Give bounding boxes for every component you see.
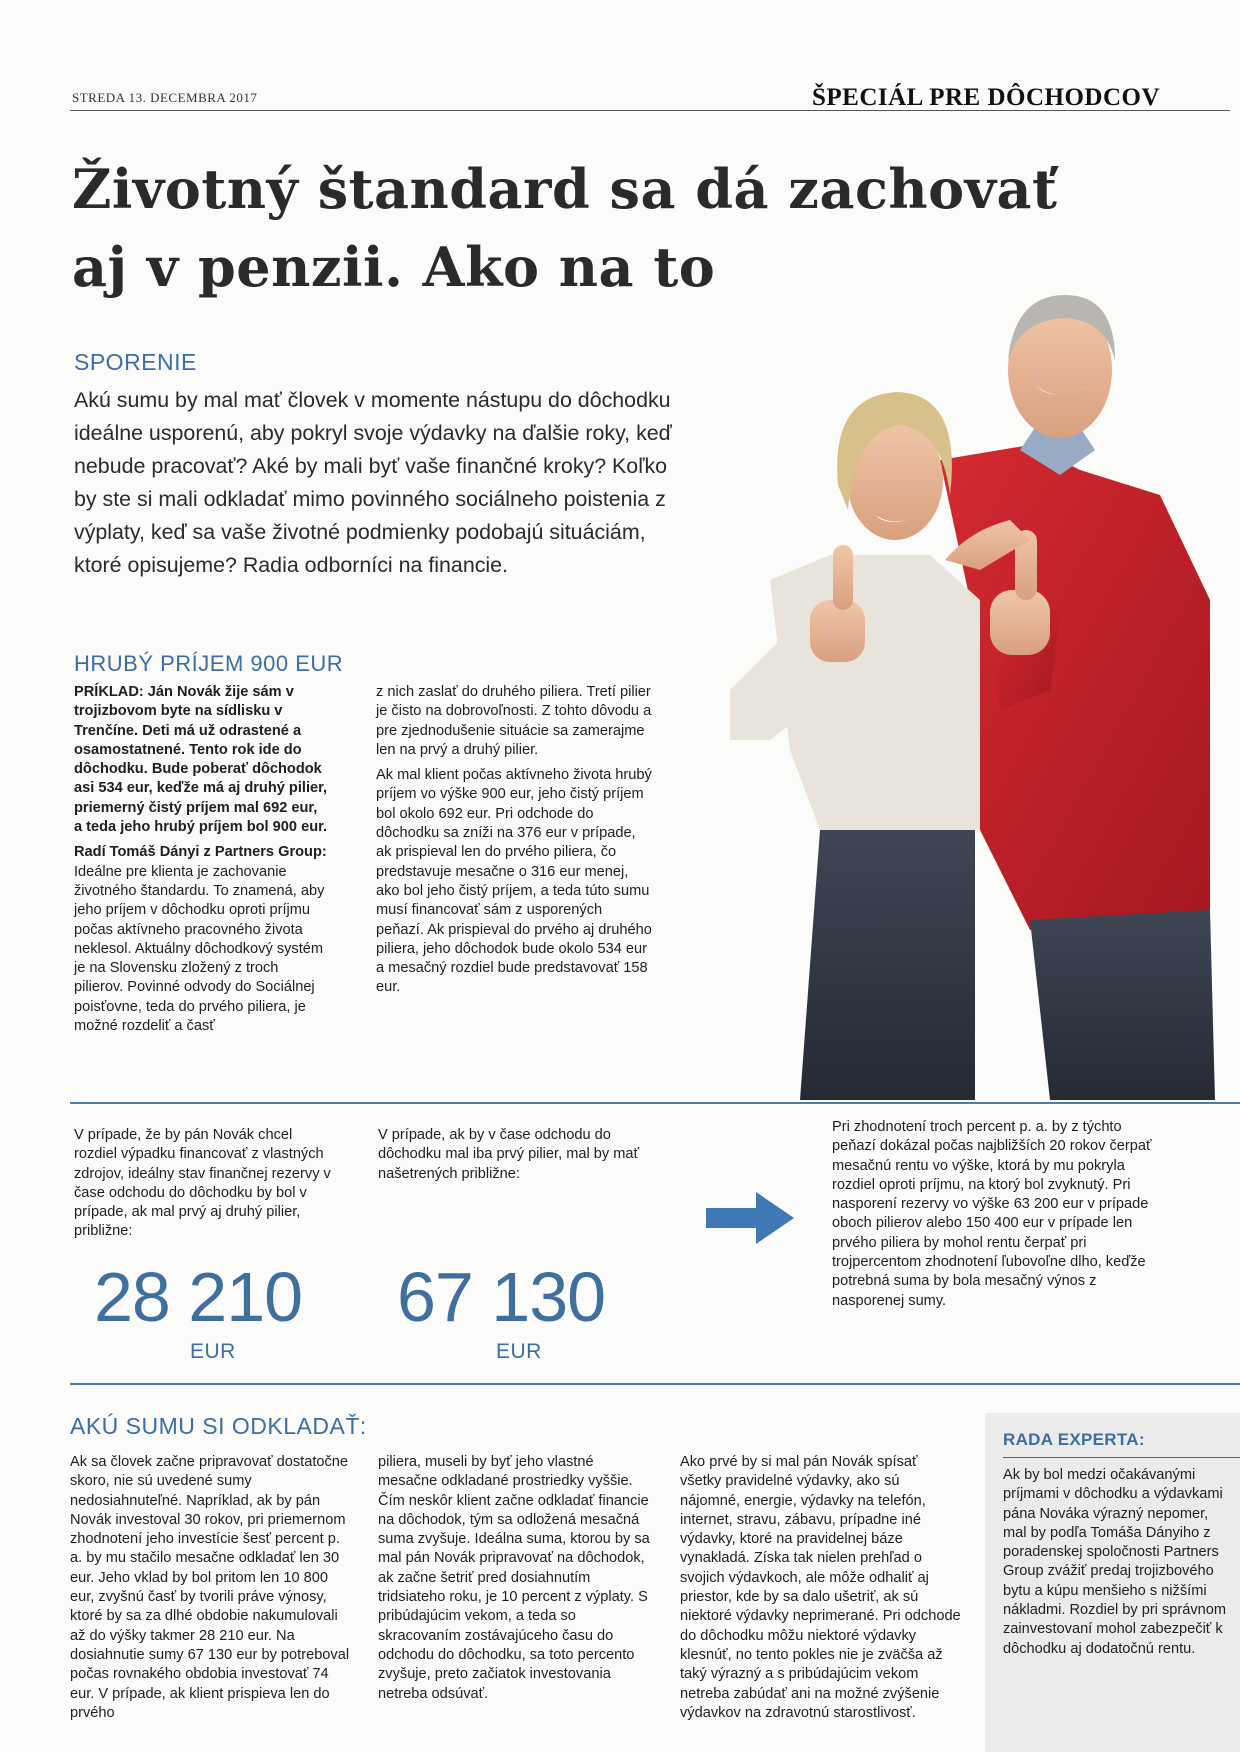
example-label: PRÍKLAD: bbox=[74, 684, 144, 700]
example-text: Ján Novák žije sám v trojizbovom byte na sídlisku v Trenčíne. Deti má už odrastené a osamostatnené. Tento rok ide do dôchodku. Bude poberať dôchodok asi 534 eur, keďže má aj druhý pilier, priemerný čistý príjem mal 692 eur, a teda jeho hrubý príjem bol 900 eur. bbox=[74, 684, 328, 836]
arrow-right-icon bbox=[706, 1188, 796, 1248]
stat1-value: 28 210 bbox=[94, 1258, 303, 1336]
advisor-label: Radí Tomáš Dányi z Partners Group: bbox=[74, 844, 327, 861]
stat1-unit: EUR bbox=[190, 1340, 236, 1363]
stats-top-rule bbox=[70, 1102, 1240, 1104]
article-kicker: SPORENIE bbox=[74, 349, 197, 375]
expert-box-title: RADA EXPERTA: bbox=[1003, 1430, 1145, 1449]
savings-column-1: Ak sa človek začne pripravovať dostatočne skoro, nie sú uvedené sumy nedosiahnuteľné. Napríklad, ak by pán Novák investoval 30 rokov, pri priemernom zhodnotení jeho investície šesť percent p. a. by mu stačilo mesačne odkladať len 30 eur. Jeho vklad by bol pritom len 10 800 eur, zvyšnú časť by tvorili práve výnosy, ktoré by sa za dlhé obdobie nakumulovali až do výšky takmer 28 210 eur. Na dosiahnutie sumy 67 130 eur by potreboval počas rovnakého obdobia investovať 74 eur. V prípade, ak klient prispieva len do prvého bbox=[70, 1454, 350, 1721]
advisor-text: Ideálne pre klienta je zachovanie životného štandardu. To znamená, aby jeho príjem v dôchodku oproti príjmu počas aktívneho pracovného života neklesol. Aktuálny dôchodkový systém je na Slovensku zložený z troch pilierov. Povinné odvody do Sociálnej poisťovne, teda do prvého piliera, je možné rozdeliť a časť bbox=[74, 863, 325, 1035]
headline-line-1: Životný štandard sa dá zachovať bbox=[72, 157, 1058, 221]
body-column-1 bbox=[74, 683, 329, 1042]
stat2-unit: EUR bbox=[496, 1340, 542, 1363]
income-paragraph: Ak mal klient počas aktívneho života hrubý príjem vo výške 900 eur, jeho čistý príjem bol okolo 692 eur. Pri odchode do dôchodku sa zníži na 376 eur v prípade, ak prispieval len do prvého piliera, čo predstavuje mesačne o 316 eur menej, ako bol jeho čistý príjem, a teda túto sumu musí financovať sám z usporených peňazí. Ak prispieval do prvého aj druhého piliera, jeho dôchodok bude okolo 534 eur a mesačný rozdiel bude predstavovať 158 eur. bbox=[376, 767, 652, 996]
couple-illustration bbox=[730, 270, 1240, 1100]
article-lead: Akú sumu by mal mať človek v momente nástupu do dôchodku ideálne usporenú, aby pokryl svoje výdavky na ďalšie roky, keď nebude pracovať? Aké by mali byť vaše finančné kroky? Koľko by ste si mali odkladať mimo povinného sociálneho poistenia z výplaty, keď sa vaše životné podmienky podobajú situáciám, ktoré opisujeme? Radia odborníci na financie. bbox=[74, 388, 672, 577]
savings-column-2: piliera, museli by byť jeho vlastné mesačne odkladané prostriedky vyššie. Čím neskôr klient začne odkladať financie na dôchodok, tým sa odložená mesačná suma zvyšuje. Ideálna suma, ktorou by sa mal pán Novák pripravovať na dôchodok, ak začne šetriť pred dosiahnutím tridsiateho roku, je 10 percent z výplaty. S pribúdajúcim vekom, a teda so skracovaním zostávajúceho času do odchodu do dôchodku, sa toto percento zvyšuje, preto začiatok investovania netreba odsúvať. bbox=[378, 1454, 650, 1702]
headline-line-2: aj v penzii. Ako na to bbox=[72, 235, 716, 299]
stat3-description: Pri zhodnotení troch percent p. a. by z týchto peňazí dokázal počas najbližších 20 rokov čerpať mesačnú rentu vo výške, ktorá by mu pokryla rozdiel oproti príjmu, na ktorý bol zvyknutý. Pri nasporení rezervy vo výške 63 200 eur v prípade oboch pilierov alebo 150 400 eur v prípade len prvého piliera by mohol rentu čerpať pri trojpercentom zhodnotení ľubovoľne dlho, keďže potrebná suma by bola mesačný výnos z nasporenej sumy. bbox=[832, 1119, 1152, 1309]
header-divider bbox=[70, 110, 1230, 111]
couple-photo bbox=[730, 270, 1240, 1100]
stat2-value: 67 130 bbox=[397, 1258, 606, 1336]
stat2-description: V prípade, ak by v čase odchodu do dôchodku mal iba prvý pilier, mal by mať našetrených približne: bbox=[378, 1127, 639, 1182]
example-subhead: HRUBÝ PRÍJEM 900 EUR bbox=[74, 651, 344, 676]
body-column-2 bbox=[376, 683, 654, 1004]
pillar-paragraph: z nich zaslať do druhého piliera. Tretí pilier je čisto na dobrovoľnosti. Z tohto dôvodu a pre zjednodušenie situácie sa zamerajme len na prvý a druhý pilier. bbox=[376, 684, 652, 758]
expert-box-rule bbox=[1003, 1457, 1240, 1458]
expert-box-text: Ak by bol medzi očakávanými príjmami v dôchodku a výdavkami pána Nováka výrazný nepomer, mal by podľa Tomáša Dányiho z poradenskej spoločnosti Partners Group zvážiť predaj trojizbového bytu a kúpu menšieho s nižšími nákladmi. Rozdiel by pri správnom zainvestovaní mohol zabezpečiť k dôchodku aj dodatočnú rentu. bbox=[1003, 1467, 1227, 1657]
advisor-paragraph bbox=[74, 843, 329, 1036]
section-title: ŠPECIÁL PRE DÔCHODCOV bbox=[812, 84, 1161, 111]
savings-column-3: Ako prvé by si mal pán Novák spísať všetky pravidelné výdavky, ako sú nájomné, energie, výdavky na telefón, internet, stravu, zábavu, prípadne iné výdavky, ktoré na pravidelnej báze vynakladá. Získa tak nielen prehľad o svojich výdavkoch, ale môže odhaliť aj priestor, kde by sa dalo ušetriť, ak sú niektoré výdavky neprimerané. Pri odchode do dôchodku môžu niektoré výdavky klesnúť, no tento pokles nie je zväčša až taký výrazný a s pribúdajúcim vekom netreba zabúdať ani na možné zvýšenie výdavkov na zdravotnú starostlivosť. bbox=[680, 1454, 961, 1721]
example-paragraph bbox=[74, 683, 329, 837]
stat1-description: V prípade, že by pán Novák chcel rozdiel výpadku financovať z vlastných zdrojov, ideálny stav finančnej rezervy v čase odchodu do dôchodku by bol v prípade, ak mal prvý aj druhý pilier, približne: bbox=[74, 1127, 331, 1240]
savings-title: AKÚ SUMU SI ODKLADAŤ: bbox=[70, 1413, 367, 1439]
issue-date: STREDA 13. DECEMBRA 2017 bbox=[72, 90, 258, 105]
savings-top-rule bbox=[70, 1383, 1240, 1385]
